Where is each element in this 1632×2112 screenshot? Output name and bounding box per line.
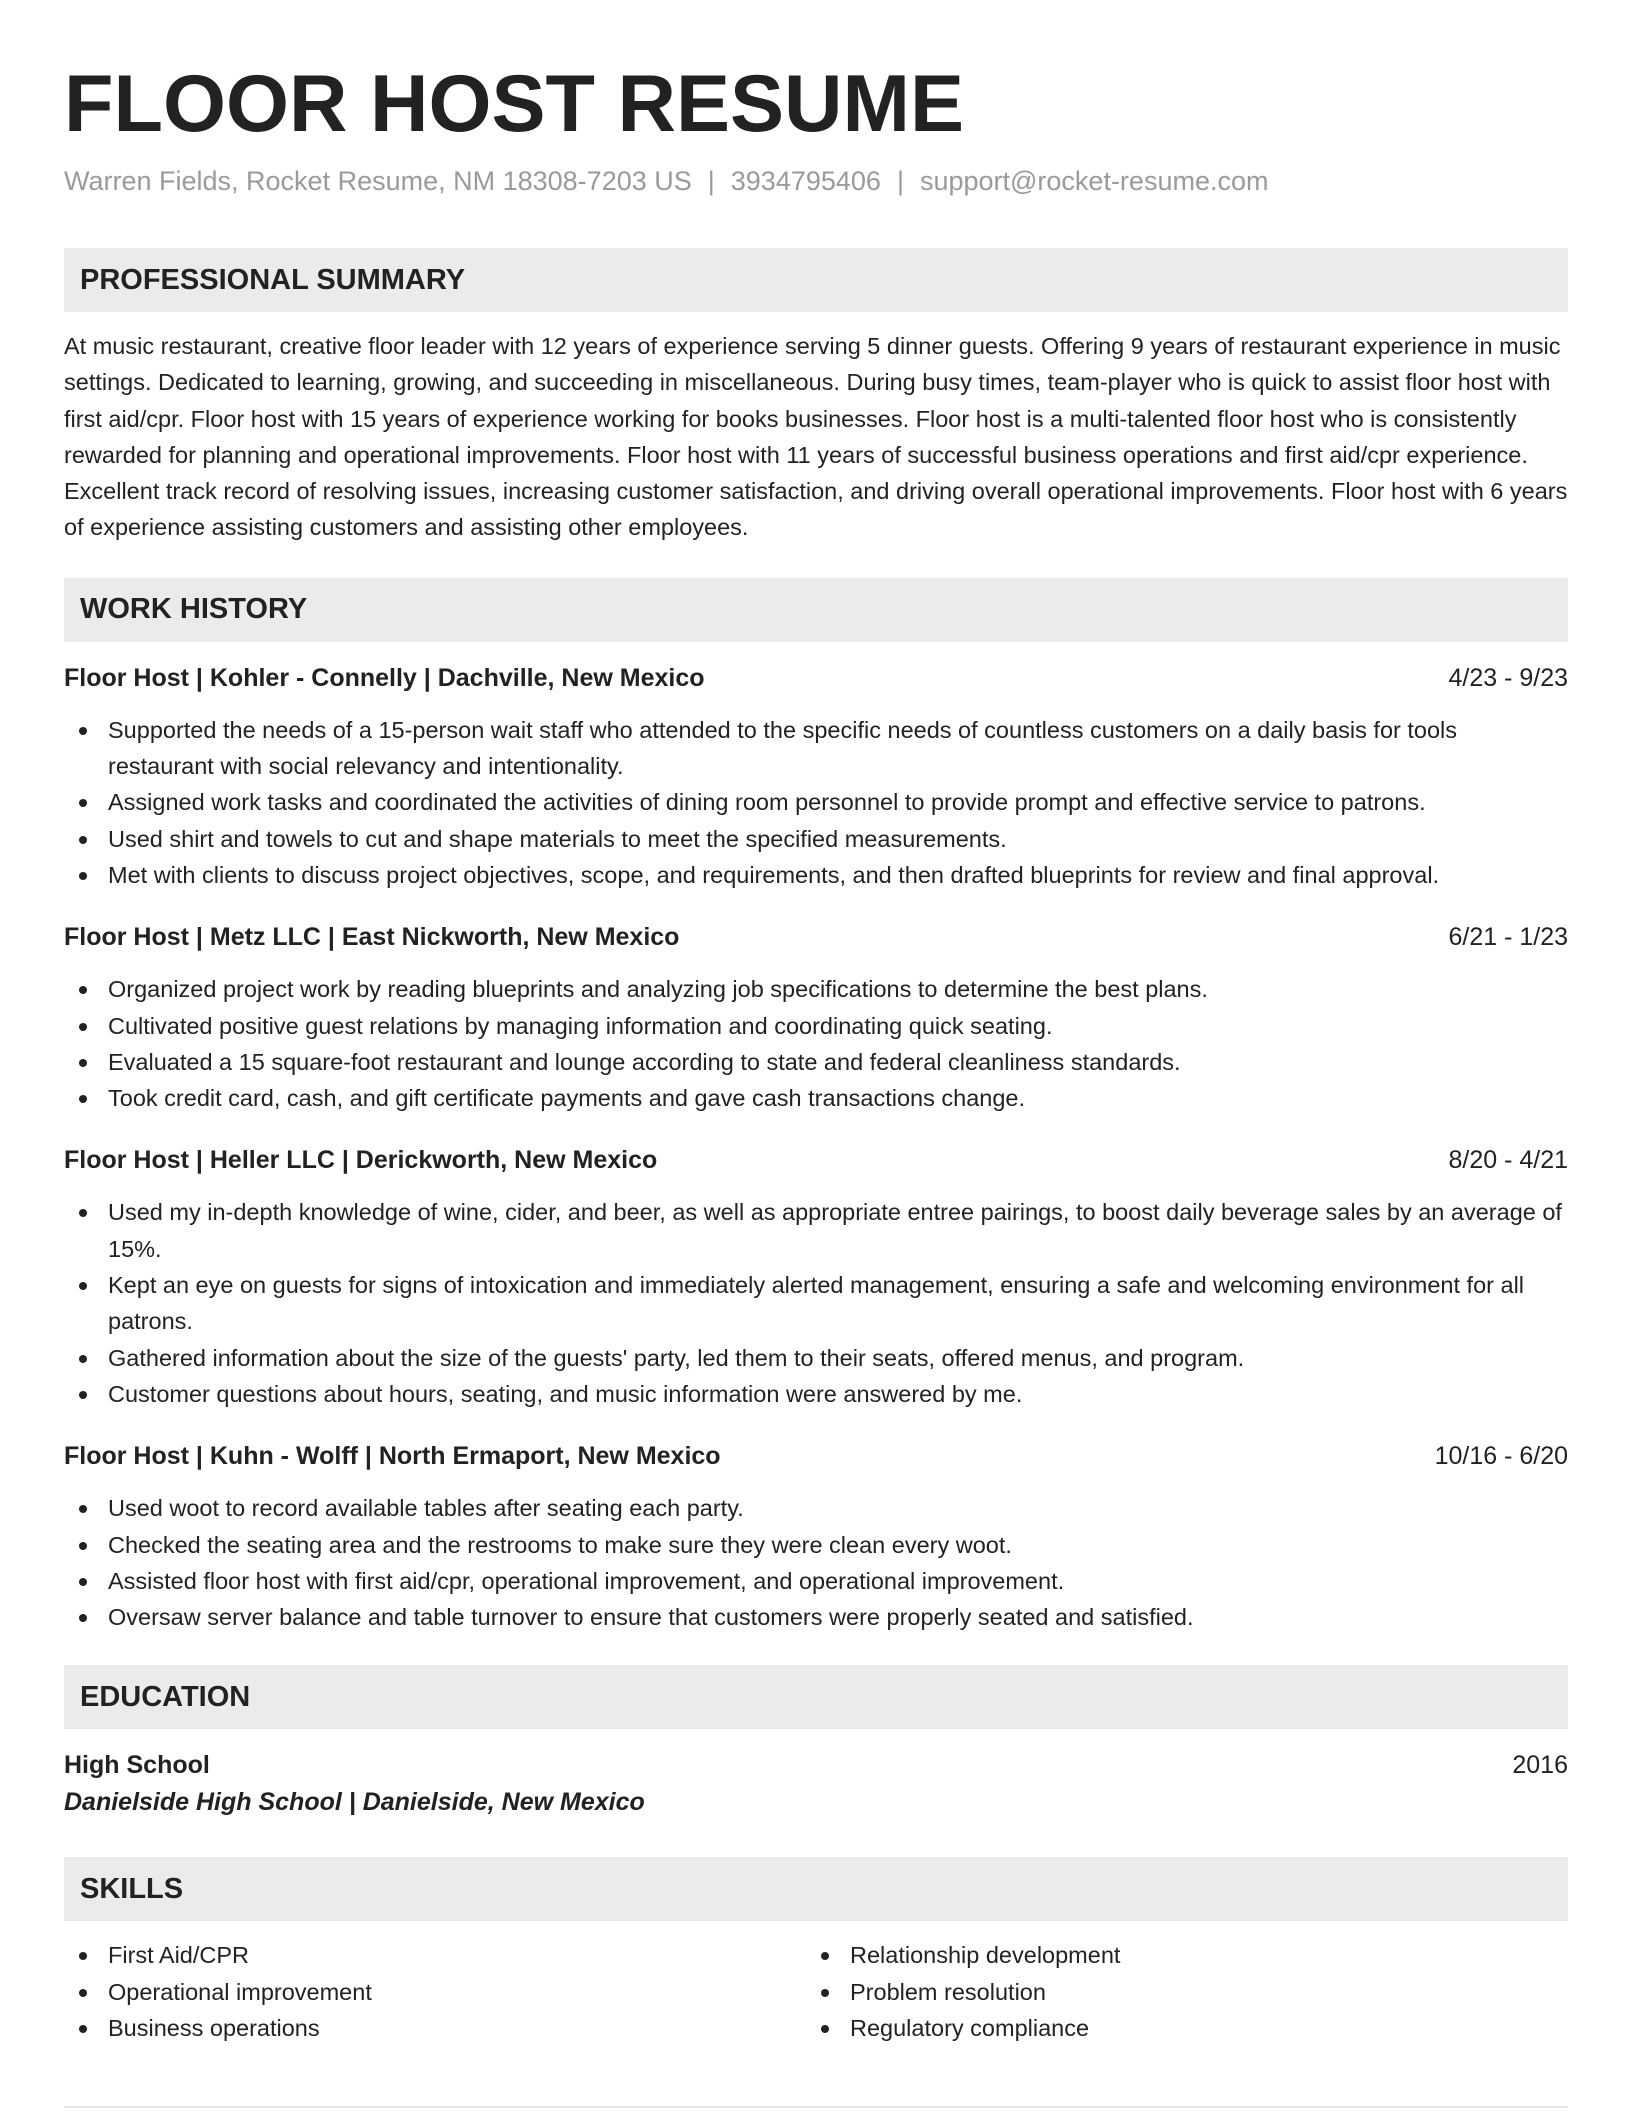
job-bullet [64, 1340, 1568, 1376]
job-bullet [64, 1376, 1568, 1412]
job-bullet [64, 1599, 1568, 1635]
bullet-dot-icon [79, 2025, 87, 2033]
bullet-dot-icon [79, 799, 87, 807]
job-bullet [64, 1080, 1568, 1116]
bullet-dot-icon [79, 1952, 87, 1960]
bottom-divider [64, 2106, 1568, 2108]
skill-item [64, 1937, 806, 1973]
bullet-dot-icon [821, 2025, 829, 2033]
job-bullet [64, 821, 1568, 857]
work-history-section [64, 578, 1568, 1636]
bullet-dot-icon [79, 1282, 87, 1290]
job-bullet [64, 1194, 1568, 1267]
contact-address: Warren Fields, Rocket Resume, NM 18308-7203 US [64, 166, 692, 196]
bullet-dot-icon [79, 986, 87, 994]
job-bullet [64, 1008, 1568, 1044]
job-bullet-text: Customer questions about hours, seating, and music information were answered by me. [108, 1380, 1023, 1407]
skill-text: Regulatory compliance [850, 2015, 1090, 2042]
job-bullet [64, 1044, 1568, 1080]
skill-text: Problem resolution [850, 1978, 1046, 2005]
bullet-dot-icon [821, 1952, 829, 1960]
bullet-dot-icon [79, 1578, 87, 1586]
job-header [64, 1438, 1568, 1474]
bullet-dot-icon [79, 1095, 87, 1103]
bullet-dot-icon [79, 1059, 87, 1067]
professional-summary-section [64, 248, 1568, 546]
bullet-dot-icon [79, 1355, 87, 1363]
contact-email: support@rocket-resume.com [919, 166, 1269, 196]
bullet-dot-icon [79, 1391, 87, 1399]
job-dates: 4/23 - 9/23 [1448, 663, 1568, 692]
job-header [64, 1142, 1568, 1178]
bullet-dot-icon [79, 872, 87, 880]
education-header [64, 1747, 1568, 1783]
resume-title: FLOOR HOST RESUME [64, 59, 965, 149]
job-bullet-text: Assigned work tasks and coordinated the activities of dining room personnel to provide prompt and effective service to patrons. [108, 789, 1426, 816]
section-heading-work: WORK HISTORY [64, 578, 1568, 642]
skill-text: Business operations [108, 2015, 320, 2042]
skill-text: Operational improvement [108, 1978, 372, 2005]
education-section [64, 1665, 1568, 1821]
skill-item [806, 1974, 1548, 2010]
job-bullet-text: Assisted floor host with first aid/cpr, operational improvement, and operational improvement. [108, 1567, 1065, 1594]
job-bullet [64, 1527, 1568, 1563]
job-bullet-text: Kept an eye on guests for signs of intoxication and immediately alerted management, ensuring a safe and welcoming environment for all patrons. [108, 1272, 1525, 1335]
summary-text: At music restaurant, creative floor leader with 12 years of experience serving 5 dinner guests. Offering 9 years of restaurant experience in music settings. Dedicated to learning, growing, and succeeding in miscellaneous. During busy times, team-player who is quick to assist floor host with first aid/cpr. Floor host with 15 years of experience working for books businesses. Floor host is a multi-talented floor host who is consistently rewarded for planning and operational improvements. Floor host with 11 years of successful business operations and first aid/cpr experience. Excellent track record of resolving issues, increasing customer satisfaction, and driving overall operational improvements. Floor host with 6 years of experience assisting customers and assisting other employees. [64, 333, 1568, 541]
job-title: Floor Host | Kohler - Connelly | Dachville, New Mexico [64, 663, 705, 692]
bullet-dot-icon [79, 1209, 87, 1217]
bullet-dot-icon [79, 1542, 87, 1550]
skill-text: First Aid/CPR [108, 1942, 250, 1969]
bullet-dot-icon [79, 1023, 87, 1031]
section-heading-education: EDUCATION [64, 1665, 1568, 1729]
bullet-dot-icon [79, 1989, 87, 1997]
job-bullets [64, 1490, 1568, 1635]
skills-section [64, 1857, 1568, 2046]
contact-phone: 3934795406 [730, 166, 881, 196]
job-entry [64, 919, 1568, 1116]
job-bullets [64, 712, 1568, 893]
skills-column-left [64, 1937, 806, 2046]
job-dates: 8/20 - 4/21 [1448, 1146, 1568, 1175]
skill-item [806, 2010, 1548, 2046]
skill-item [64, 1974, 806, 2010]
job-header [64, 660, 1568, 696]
contact-line [64, 164, 1568, 198]
bullet-dot-icon [821, 1989, 829, 1997]
contact-separator: | [707, 166, 715, 196]
bullet-dot-icon [79, 836, 87, 844]
job-entry [64, 1438, 1568, 1635]
job-entry [64, 660, 1568, 893]
skill-text: Relationship development [850, 1942, 1121, 1969]
job-bullet-text: Used my in-depth knowledge of wine, cider, and beer, as well as appropriate entree pairings, to boost daily beverage sales by an average of 15%. [108, 1199, 1562, 1262]
bullet-dot-icon [79, 1614, 87, 1622]
job-entry [64, 1142, 1568, 1412]
job-title: Floor Host | Kuhn - Wolff | North Ermaport, New Mexico [64, 1442, 721, 1471]
job-bullet-text: Used woot to record available tables after seating each party. [108, 1495, 744, 1522]
contact-separator: | [896, 166, 904, 196]
job-bullet-text: Organized project work by reading blueprints and analyzing job specifications to determine the best plans. [108, 976, 1208, 1003]
job-bullet-text: Checked the seating area and the restrooms to make sure they were clean every woot. [108, 1531, 1012, 1558]
education-degree: High School [64, 1751, 210, 1780]
job-bullet-text: Oversaw server balance and table turnover to ensure that customers were properly seated and satisfied. [108, 1604, 1194, 1631]
job-dates: 10/16 - 6/20 [1434, 1442, 1568, 1471]
job-bullet [64, 784, 1568, 820]
job-dates: 6/21 - 1/23 [1448, 923, 1568, 952]
job-bullet-text: Took credit card, cash, and gift certificate payments and gave cash transactions change. [108, 1085, 1026, 1112]
education-school: Danielside High School | Danielside, New Mexico [64, 1788, 645, 1817]
job-bullet [64, 857, 1568, 893]
job-bullet-text: Cultivated positive guest relations by managing information and coordinating quick seating. [108, 1012, 1053, 1039]
section-heading-summary: PROFESSIONAL SUMMARY [64, 248, 1568, 312]
job-bullets [64, 971, 1568, 1116]
job-bullet-text: Gathered information about the size of the guests' party, led them to their seats, offered menus, and program. [108, 1344, 1245, 1371]
job-bullet [64, 712, 1568, 785]
education-entry [64, 1747, 1568, 1821]
skill-item [806, 1937, 1548, 1973]
job-bullet [64, 1563, 1568, 1599]
job-title: Floor Host | Heller LLC | Derickworth, New Mexico [64, 1146, 658, 1175]
section-heading-skills: SKILLS [64, 1857, 1568, 1921]
job-bullets [64, 1194, 1568, 1412]
skills-column-right [806, 1937, 1548, 2046]
job-title: Floor Host | Metz LLC | East Nickworth, New Mexico [64, 923, 680, 952]
education-year: 2016 [1512, 1751, 1568, 1780]
job-bullet-text: Evaluated a 15 square-foot restaurant and lounge according to state and federal cleanliness standards. [108, 1048, 1181, 1075]
skill-item [64, 2010, 806, 2046]
resume-page [64, 56, 1568, 2046]
job-bullet-text: Met with clients to discuss project objectives, scope, and requirements, and then drafted blueprints for review and final approval. [108, 861, 1440, 888]
job-bullet [64, 1490, 1568, 1526]
job-header [64, 919, 1568, 955]
job-bullet [64, 1267, 1568, 1340]
job-bullet [64, 971, 1568, 1007]
skills-grid [64, 1937, 1568, 2046]
bullet-dot-icon [79, 1505, 87, 1513]
job-bullet-text: Used shirt and towels to cut and shape materials to meet the specified measurements. [108, 825, 1007, 852]
bullet-dot-icon [79, 727, 87, 735]
job-bullet-text: Supported the needs of a 15-person wait staff who attended to the specific needs of countless customers on a daily basis for tools restaurant with social relevancy and intentionality. [108, 716, 1458, 780]
